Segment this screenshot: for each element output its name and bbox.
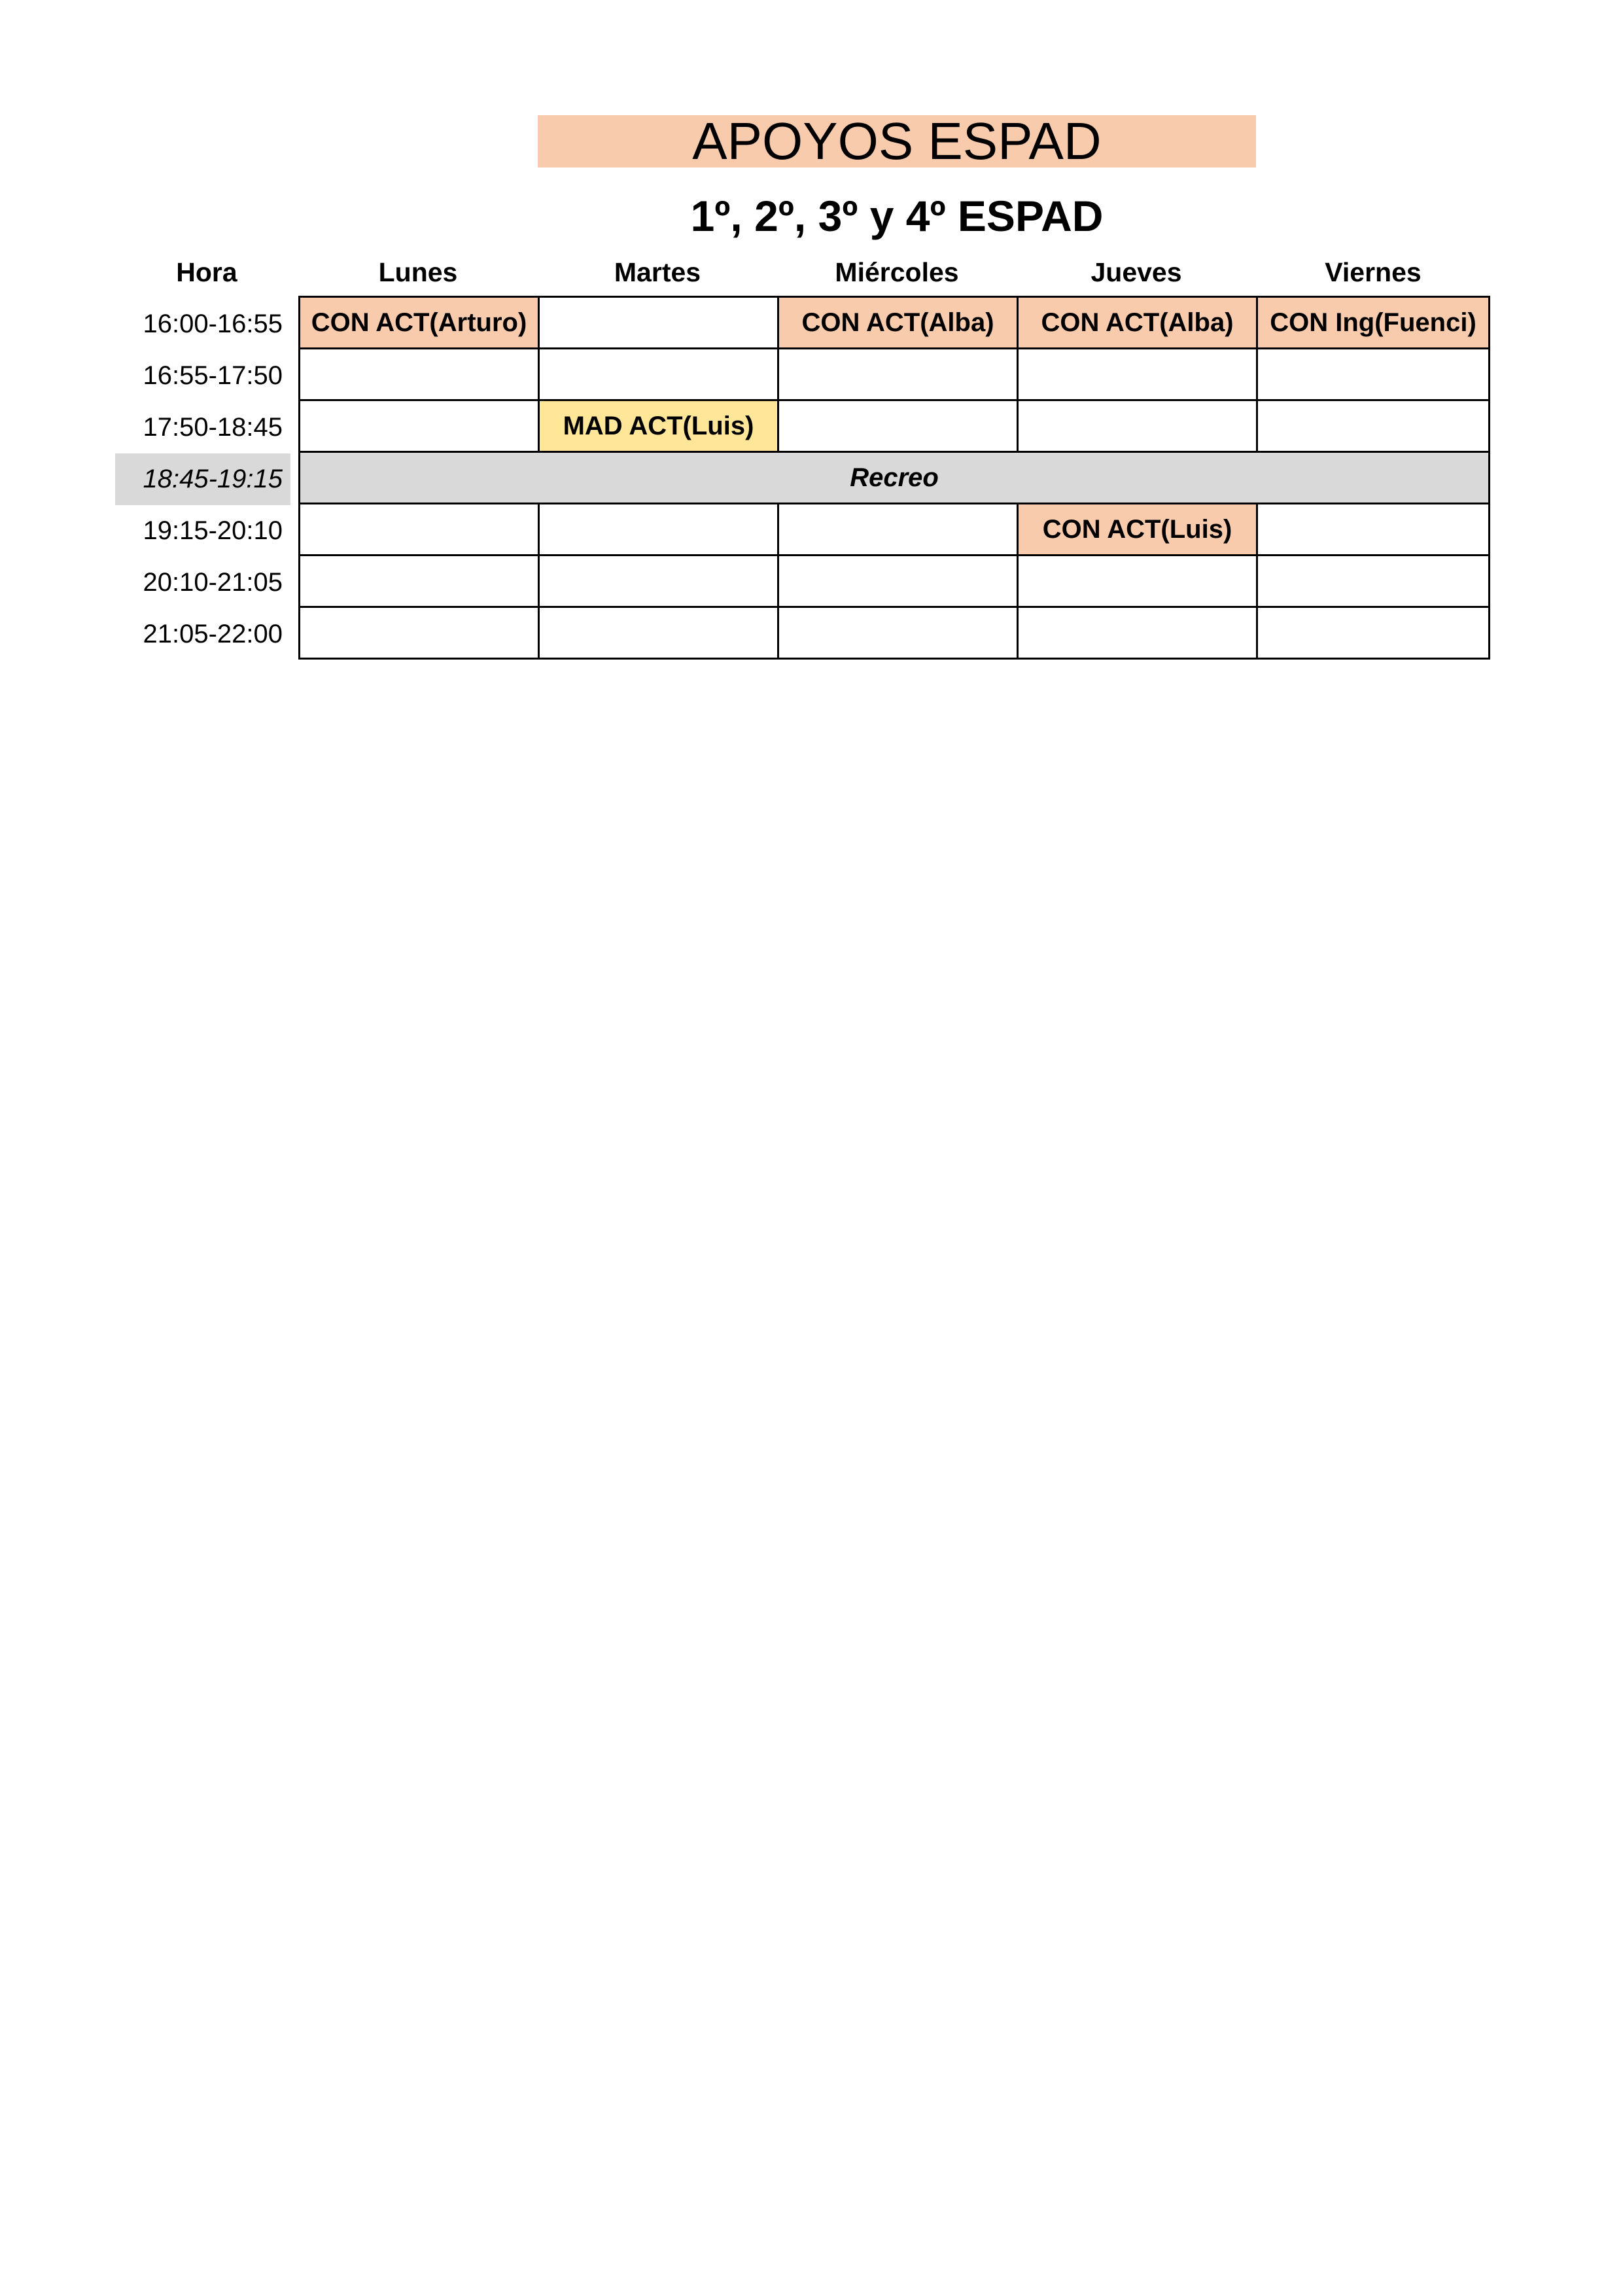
header-viernes: Viernes [1325, 256, 1422, 287]
schedule-cell-empty [777, 606, 1019, 660]
schedule-cell-empty [1017, 347, 1258, 401]
header-miercoles: Miércoles [835, 256, 959, 287]
schedule-cell-empty [538, 503, 779, 556]
schedule-cell-empty [298, 606, 540, 660]
time-label: 16:00-16:55 [143, 309, 283, 338]
schedule-cell-empty [298, 399, 540, 453]
schedule-cell-empty [777, 399, 1019, 453]
schedule-cell-empty [777, 503, 1019, 556]
schedule-cell-empty [1017, 554, 1258, 608]
header-hora: Hora [176, 256, 237, 287]
time-label: 19:15-20:10 [143, 516, 283, 545]
page-subtitle: 1º, 2º, 3º y 4º ESPAD [690, 192, 1104, 240]
time-label: 16:55-17:50 [143, 361, 283, 390]
schedule-cell-empty [538, 554, 779, 608]
schedule-cell-empty [538, 296, 779, 349]
schedule-cell-empty [1017, 399, 1258, 453]
schedule-cell-filled: CON ACT(Arturo) [298, 296, 540, 349]
schedule-cell-empty [777, 554, 1019, 608]
time-label: 21:05-22:00 [143, 620, 283, 648]
schedule-cell-empty [1256, 503, 1490, 556]
break-cell: Recreo [298, 451, 1490, 504]
schedule-cell-filled: CON Ing(Fuenci) [1256, 296, 1490, 349]
schedule-cell-empty [298, 554, 540, 608]
schedule-cell-filled: CON ACT(Luis) [1017, 503, 1258, 556]
schedule-cell-empty [1256, 606, 1490, 660]
schedule-cell-empty [1017, 606, 1258, 660]
schedule-grid [298, 296, 1490, 660]
schedule-cell-empty [1256, 554, 1490, 608]
schedule-cell-empty [1256, 399, 1490, 453]
break-time-label: 18:45-19:15 [115, 453, 290, 505]
page-title: APOYOS ESPAD [538, 115, 1256, 168]
header-lunes: Lunes [378, 256, 458, 287]
schedule-cell-filled: CON ACT(Alba) [777, 296, 1019, 349]
header-jueves: Jueves [1091, 256, 1182, 287]
schedule-cell-filled: MAD ACT(Luis) [538, 399, 779, 453]
schedule-cell-empty [298, 347, 540, 401]
schedule-cell-empty [298, 503, 540, 556]
schedule-cell-empty [538, 347, 779, 401]
schedule-cell-empty [538, 606, 779, 660]
time-label: 20:10-21:05 [143, 568, 283, 597]
schedule-cell-empty [777, 347, 1019, 401]
schedule-cell-empty [1256, 347, 1490, 401]
header-martes: Martes [614, 256, 701, 287]
schedule-cell-filled: CON ACT(Alba) [1017, 296, 1258, 349]
time-label: 17:50-18:45 [143, 413, 283, 442]
